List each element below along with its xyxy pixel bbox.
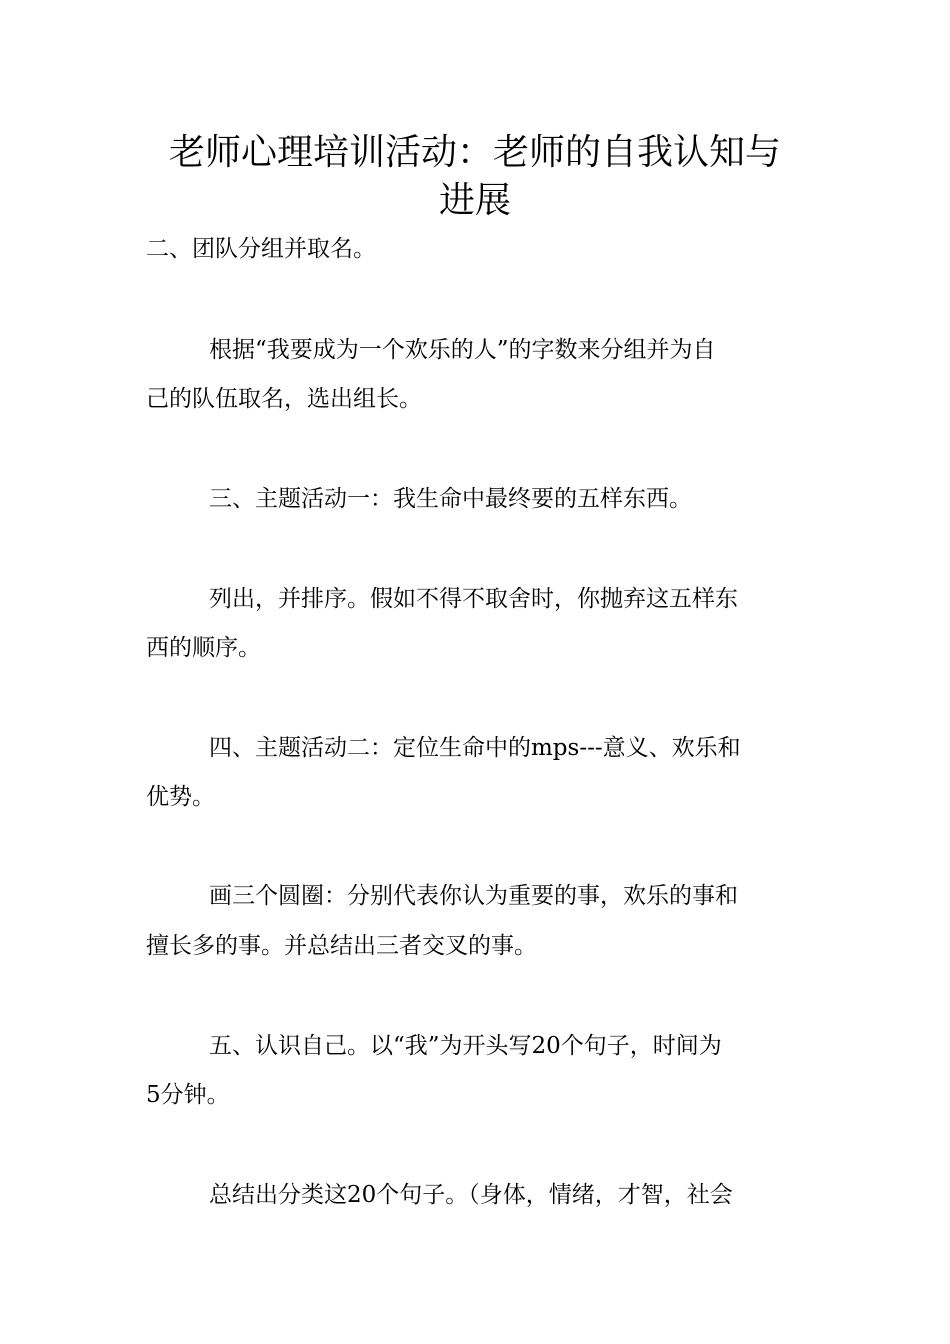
- paragraph-line: 西的顺序。: [146, 635, 261, 661]
- paragraph-line: 五、认识自己。以“我”为开头写20个句子，时间为: [209, 1033, 722, 1059]
- paragraph-line: 擅长多的事。并总结出三者交叉的事。: [146, 933, 537, 959]
- paragraph-line: 总结出分类这20个句子。（身体，情绪，才智，社会: [209, 1182, 733, 1208]
- paragraph-line: 列出，并排序。假如不得不取舍时，你抛弃这五样东: [209, 586, 738, 612]
- paragraph-line: 四、主题活动二：定位生命中的mps---意义、欢乐和: [209, 735, 741, 761]
- paragraph-line: 画三个圆圈：分别代表你认为重要的事，欢乐的事和: [209, 883, 738, 909]
- paragraph-line: 根据“我要成为一个欢乐的人”的字数来分组并为自: [209, 337, 716, 363]
- paragraph-line: 二、团队分组并取名。: [146, 236, 376, 262]
- paragraph-line: 5分钟。: [146, 1082, 230, 1108]
- paragraph-line: 己的队伍取名，选出组长。: [146, 386, 422, 412]
- document-title-line-1: 老师心理培训活动：老师的自我认知与: [168, 132, 781, 173]
- paragraph-line: 三、主题活动一：我生命中最终要的五样东西。: [209, 486, 692, 512]
- document-title-line-2: 进展: [438, 180, 511, 221]
- paragraph-line: 优势。: [146, 784, 215, 810]
